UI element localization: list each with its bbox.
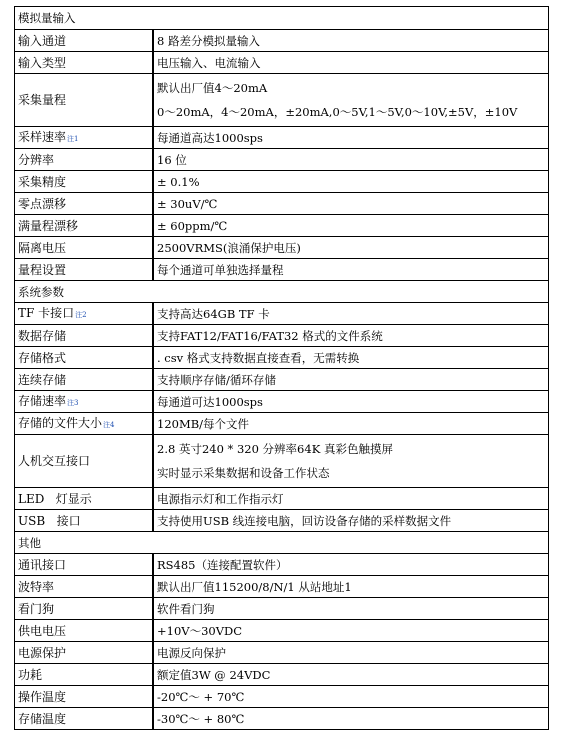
spec-label: 零点漂移 xyxy=(15,193,153,215)
section-header-row xyxy=(15,532,549,554)
spec-label: 存储的文件大小 xyxy=(18,415,103,430)
table-row xyxy=(15,303,549,325)
section-header-row xyxy=(15,281,549,303)
footnote-marker: 注4 xyxy=(103,420,115,429)
spec-label-cell xyxy=(15,127,153,149)
spec-label: 供电电压 xyxy=(15,620,153,642)
footnote-marker: 注2 xyxy=(75,310,87,319)
spec-value: 2500VRMS(浪涌保护电压) xyxy=(153,237,549,259)
spec-value: 支持使用USB 线连接电脑，回访设备存储的采样数据文件 xyxy=(153,510,549,532)
spec-value: 电源指示灯和工作指示灯 xyxy=(153,488,549,510)
spec-label: 隔离电压 xyxy=(15,237,153,259)
spec-label: LED 灯显示 xyxy=(15,488,153,510)
spec-table xyxy=(14,6,549,730)
table-row xyxy=(15,237,549,259)
spec-value-cell xyxy=(153,74,549,127)
table-row xyxy=(15,413,549,435)
spec-value-secondary: 实时显示采集数据和设备工作状态 xyxy=(157,465,330,480)
footnote-marker: 注3 xyxy=(67,398,79,407)
table-row xyxy=(15,325,549,347)
table-row xyxy=(15,347,549,369)
table-row xyxy=(15,598,549,620)
spec-value: +10V～30VDC xyxy=(153,620,549,642)
table-row xyxy=(15,259,549,281)
spec-label: 分辨率 xyxy=(15,149,153,171)
spec-value: 8 路差分模拟量输入 xyxy=(153,30,549,52)
spec-value: 16 位 xyxy=(153,149,549,171)
table-row xyxy=(15,391,549,413)
spec-value: . csv 格式支持数据直接查看，无需转换 xyxy=(153,347,549,369)
spec-label-cell xyxy=(15,413,153,435)
spec-label-cell xyxy=(15,391,153,413)
spec-value: 电压输入、电流输入 xyxy=(153,52,549,74)
spec-label: 电源保护 xyxy=(15,642,153,664)
spec-label-cell xyxy=(15,303,153,325)
section-title: 其他 xyxy=(15,532,549,554)
section-title: 系统参数 xyxy=(15,281,549,303)
table-row xyxy=(15,664,549,686)
table-row xyxy=(15,193,549,215)
spec-value: 每通道可达1000sps xyxy=(153,391,549,413)
spec-label: 连续存储 xyxy=(15,369,153,391)
spec-value: 2.8 英寸240 * 320 分辨率64K 真彩色触摸屏 xyxy=(157,441,393,456)
spec-label: 采样速率 xyxy=(18,129,67,144)
spec-value: -20℃～ + 70℃ xyxy=(153,686,549,708)
table-row xyxy=(15,74,549,127)
spec-label: 人机交互接口 xyxy=(15,435,153,488)
spec-label: USB 接口 xyxy=(15,510,153,532)
table-row xyxy=(15,488,549,510)
table-row xyxy=(15,149,549,171)
spec-label: 存储温度 xyxy=(15,708,153,730)
spec-value: -30℃～ + 80℃ xyxy=(153,708,549,730)
spec-value: ± 30uV/℃ xyxy=(153,193,549,215)
table-row xyxy=(15,127,549,149)
spec-value: 支持高达64GB TF 卡 xyxy=(153,303,549,325)
spec-label: 操作温度 xyxy=(15,686,153,708)
table-row xyxy=(15,30,549,52)
table-row xyxy=(15,642,549,664)
table-row xyxy=(15,708,549,730)
spec-label: TF 卡接口 xyxy=(18,305,75,320)
spec-label: 存储速率 xyxy=(18,393,67,408)
spec-label: 看门狗 xyxy=(15,598,153,620)
table-row xyxy=(15,52,549,74)
spec-label: 功耗 xyxy=(15,664,153,686)
spec-label: 采集精度 xyxy=(15,171,153,193)
spec-value-cell xyxy=(153,435,549,488)
table-row xyxy=(15,576,549,598)
section-title: 模拟量输入 xyxy=(15,7,549,30)
spec-label: 输入类型 xyxy=(15,52,153,74)
table-row xyxy=(15,686,549,708)
table-row xyxy=(15,620,549,642)
spec-value-secondary: 0～20mA，4～20mA，±20mA,0～5V,1～5V,0～10V,±5V，±10V xyxy=(157,104,518,119)
spec-value: 额定值3W @ 24VDC xyxy=(153,664,549,686)
spec-value: 每通道高达1000sps xyxy=(153,127,549,149)
spec-value: 电源反向保护 xyxy=(153,642,549,664)
spec-label: 输入通道 xyxy=(15,30,153,52)
section-header-row xyxy=(15,7,549,30)
spec-label: 存储格式 xyxy=(15,347,153,369)
spec-label: 通讯接口 xyxy=(15,554,153,576)
spec-label: 满量程漂移 xyxy=(15,215,153,237)
spec-value: 120MB/每个文件 xyxy=(153,413,549,435)
spec-value: 默认出厂值4～20mA xyxy=(157,80,268,95)
table-row xyxy=(15,510,549,532)
spec-value: 每个通道可单独选择量程 xyxy=(153,259,549,281)
spec-label: 波特率 xyxy=(15,576,153,598)
spec-value: RS485（连接配置软件） xyxy=(153,554,549,576)
spec-value: ± 60ppm/℃ xyxy=(153,215,549,237)
spec-label: 量程设置 xyxy=(15,259,153,281)
spec-label: 数据存储 xyxy=(15,325,153,347)
spec-value: 支持顺序存储/循环存储 xyxy=(153,369,549,391)
table-row xyxy=(15,215,549,237)
table-row xyxy=(15,554,549,576)
spec-value: 默认出厂值115200/8/N/1 从站地址1 xyxy=(153,576,549,598)
table-row xyxy=(15,369,549,391)
spec-label: 采集量程 xyxy=(15,74,153,127)
table-row xyxy=(15,435,549,488)
footnote-marker: 注1 xyxy=(67,134,79,143)
table-row xyxy=(15,171,549,193)
spec-value: 支持FAT12/FAT16/FAT32 格式的文件系统 xyxy=(153,325,549,347)
spec-value: 软件看门狗 xyxy=(153,598,549,620)
spec-value: ± 0.1% xyxy=(153,171,549,193)
